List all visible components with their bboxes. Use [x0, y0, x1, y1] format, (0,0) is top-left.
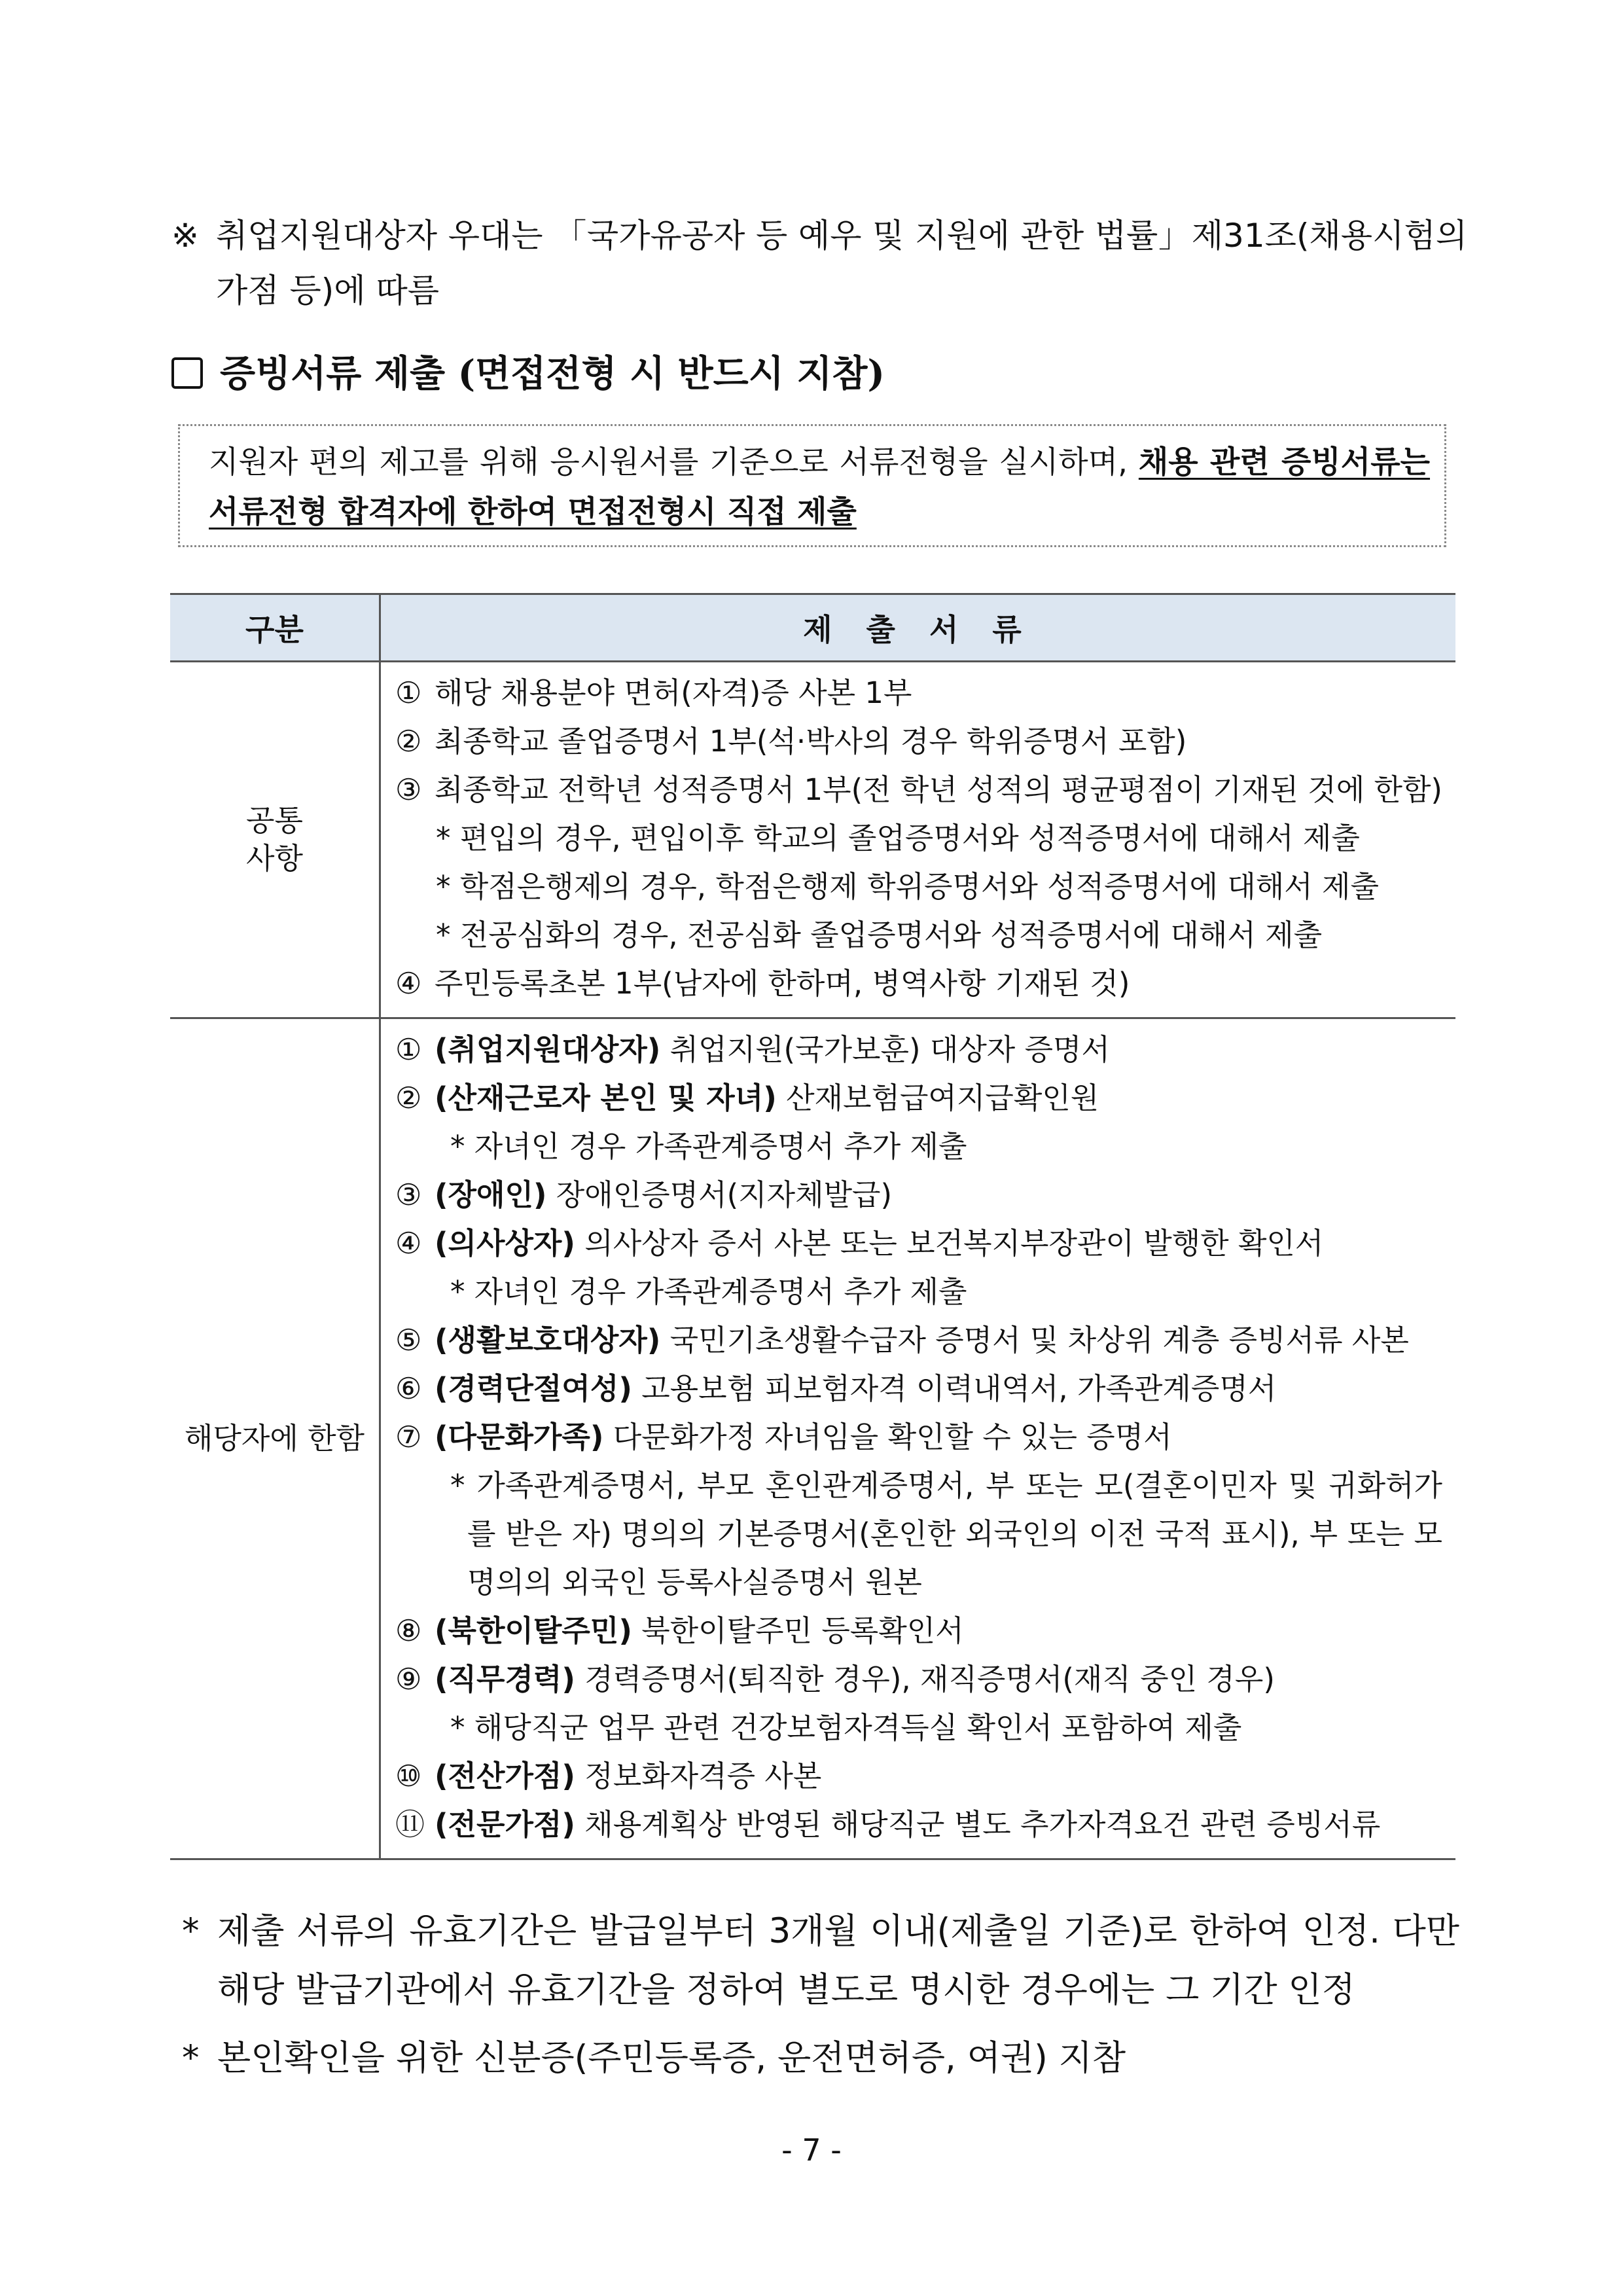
item-label: (의사상자) [434, 1226, 575, 1261]
item-number: ② [395, 1081, 422, 1115]
table-row-applicable [170, 1018, 1455, 1859]
item-number: ④ [395, 966, 422, 1001]
list-item-note: * 자녀인 경우 가족관계증명서 추가 제출 [450, 1129, 967, 1164]
footnote [182, 1902, 1459, 2020]
item-text: 채용계획상 반영된 해당직군 별도 추가자격요건 관련 증빙서류 [575, 1807, 1381, 1842]
legal-note-text: 취업지원대상자 우대는 「국가유공자 등 예우 및 지원에 관한 법률」제31조(채용시험의 가점 등)에 따름 [216, 217, 1467, 310]
item-text: 다문화가정 자녀임을 확인할 수 있는 증명서 [603, 1420, 1172, 1454]
item-number: ⑩ [395, 1759, 422, 1793]
item-text: 의사상자 증서 사본 또는 보건복지부장관이 발행한 확인서 [575, 1226, 1324, 1261]
reference-mark: ※ [171, 217, 199, 255]
item-text: 최종학교 졸업증명서 1부(석·박사의 경우 학위증명서 포함) [434, 724, 1187, 759]
item-text: 주민등록초본 1부(남자에 한하며, 병역사항 기재된 것) [434, 966, 1130, 1001]
item-number: ③ [395, 1177, 422, 1212]
applicable-documents-cell [380, 1018, 1455, 1859]
item-number: ⑥ [395, 1371, 422, 1406]
item-label: (경력단절여성) [434, 1371, 632, 1406]
list-item [395, 1074, 1442, 1122]
item-number: ⑨ [395, 1662, 422, 1696]
item-text: 경력증명서(퇴직한 경우), 재직증명서(재직 중인 경우) [575, 1662, 1275, 1696]
callout-text: 지원자 편의 제고를 위해 응시원서를 기준으로 서류전형을 실시하며, [209, 444, 1139, 480]
footnote-mark: * [182, 1911, 200, 1951]
item-text: 북한이탈주민 등록확인서 [632, 1613, 964, 1648]
item-number: ① [395, 675, 422, 710]
category-common [170, 662, 380, 1018]
list-item-note: * 자녀인 경우 가족관계증명서 추가 제출 [450, 1274, 967, 1309]
footnote-mark: * [182, 2038, 200, 2078]
legal-note [171, 208, 1467, 318]
header-category: 구분 [170, 594, 380, 662]
list-item [395, 1607, 1442, 1655]
footnotes [182, 1902, 1459, 2088]
callout-emphasis: 채용 관련 증빙서류는 서류전형 합격자에 한하여 면접전형시 직접 제출 [209, 444, 1431, 530]
item-number: ⑤ [395, 1323, 422, 1357]
item-label: (북한이탈주민) [434, 1613, 632, 1648]
item-label: (장애인) [434, 1177, 547, 1212]
list-item [395, 1316, 1442, 1365]
section-heading [171, 344, 1467, 403]
documents-table [170, 593, 1455, 1860]
header-documents: 제 출 서 류 [380, 594, 1455, 662]
item-number: ② [395, 724, 422, 759]
list-item [395, 1413, 1442, 1462]
checkbox-square-icon [171, 357, 203, 389]
item-text: 산재보험급여지급확인원 [776, 1081, 1099, 1115]
item-text: 취업지원(국가보훈) 대상자 증명서 [660, 1032, 1110, 1067]
category-common-line: 공통 사항 [245, 803, 303, 876]
page-number: - 7 - [781, 2132, 842, 2168]
list-item [395, 717, 1442, 766]
list-item [395, 1026, 1442, 1074]
item-number: ⑪ [395, 1807, 425, 1842]
list-item [395, 1801, 1442, 1849]
table-header-row [170, 594, 1455, 662]
footnote-text: 제출 서류의 유효기간은 발급일부터 3개월 이내(제출일 기준)로 한하여 인정. 다만 해당 발급기관에서 유효기간을 정하여 별도로 명시한 경우에는 그 기간 인정 [217, 1911, 1459, 2010]
footnote-text: 본인확인을 위한 신분증(주민등록증, 운전면허증, 여권) 지참 [217, 2038, 1126, 2078]
item-label: (다문화가족) [434, 1420, 604, 1454]
item-text: 해당 채용분야 면허(자격)증 사본 1부 [434, 675, 912, 710]
list-item-note: * 전공심화의 경우, 전공심화 졸업증명서와 성적증명서에 대해서 제출 [435, 918, 1323, 952]
item-number: ⑧ [395, 1613, 422, 1648]
list-item [395, 766, 1442, 814]
item-text: 장애인증명서(지자체발급) [546, 1177, 893, 1212]
item-label: (전문가점) [434, 1807, 575, 1842]
list-item [395, 1219, 1442, 1268]
list-item-note: * 가족관계증명서, 부모 혼인관계증명서, 부 또는 모(결혼이민자 및 귀화허가를 받은 자) 명의의 기본증명서(혼인한 외국인의 이전 국적 표시), 부 또는 모 명의의 외국인 등록사실증명서 원본 [450, 1468, 1442, 1600]
list-item [395, 1655, 1442, 1704]
item-text: 정보화자격증 사본 [575, 1759, 822, 1793]
table-row-common [170, 662, 1455, 1018]
item-text: 최종학교 전학년 성적증명서 1부(전 학년 성적의 평균평점이 기재된 것에 한함) [434, 772, 1442, 807]
list-item [395, 1171, 1442, 1219]
item-label: (직무경력) [434, 1662, 575, 1696]
footnote [182, 2029, 1459, 2088]
item-label: (산재근로자 본인 및 자녀) [434, 1081, 777, 1115]
item-number: ① [395, 1032, 422, 1067]
item-text: 국민기초생활수급자 증명서 및 차상위 계층 증빙서류 사본 [660, 1323, 1409, 1357]
list-item-note: * 학점은행제의 경우, 학점은행제 학위증명서와 성적증명서에 대해서 제출 [435, 869, 1379, 904]
common-documents-cell [380, 662, 1455, 1018]
list-item-note: * 편입의 경우, 편입이후 학교의 졸업증명서와 성적증명서에 대해서 제출 [435, 821, 1360, 855]
list-item [395, 1752, 1442, 1801]
item-text: 고용보험 피보험자격 이력내역서, 가족관계증명서 [632, 1371, 1277, 1406]
list-item [395, 960, 1442, 1008]
section-heading-text: 증빙서류 제출 (면접전형 시 반드시 지참) [220, 352, 885, 395]
item-number: ③ [395, 772, 422, 807]
item-label: (취업지원대상자) [434, 1032, 661, 1067]
notice-callout [178, 424, 1446, 547]
item-number: ⑦ [395, 1420, 422, 1454]
list-item-note: * 해당직군 업무 관련 건강보험자격득실 확인서 포함하여 제출 [450, 1710, 1242, 1745]
item-label: (전산가점) [434, 1759, 575, 1793]
category-applicable: 해당자에 한함 [170, 1018, 380, 1859]
list-item [395, 1365, 1442, 1413]
item-number: ④ [395, 1226, 422, 1261]
item-label: (생활보호대상자) [434, 1323, 661, 1357]
list-item [395, 669, 1442, 717]
